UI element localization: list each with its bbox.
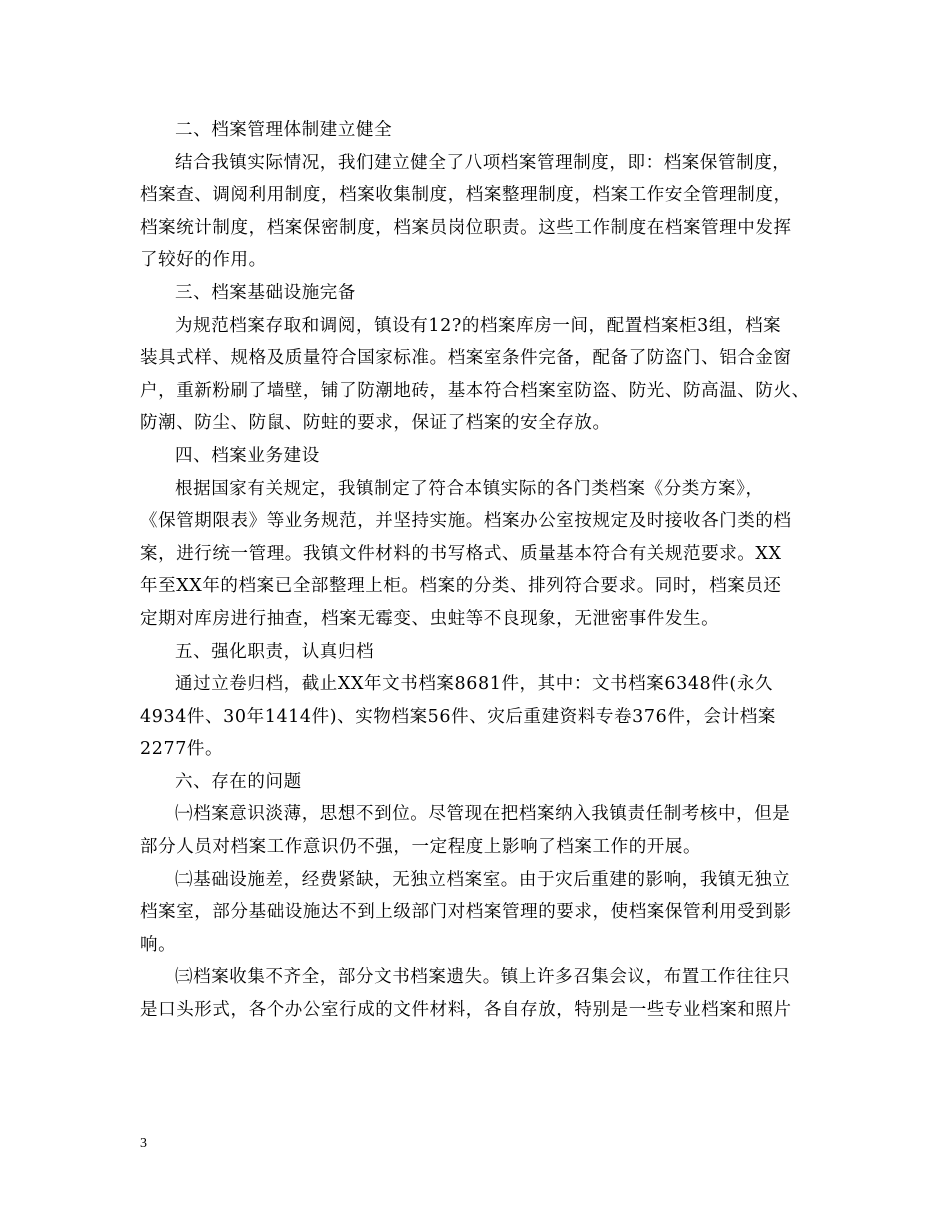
paragraph-first-line: 五、强化职责，认真归档: [175, 641, 375, 662]
paragraph-line: 部分人员对档案工作意识仍不强，一定程度上影响了档案工作的开展。: [140, 837, 702, 858]
paragraph-first-line: 四、档案业务建设: [175, 445, 320, 466]
page-number: 3: [140, 1136, 147, 1151]
paragraph-line: 档案查、调阅利用制度，档案收集制度，档案整理制度，档案工作安全管理制度，: [140, 185, 792, 206]
paragraph-line: 响。: [140, 934, 177, 955]
paragraph-line: 档案室，部分基础设施达不到上级部门对档案管理的要求，使档案保管利用受到影: [140, 902, 792, 923]
document-body: [140, 114, 825, 1027]
paragraph-line: 了较好的作用。: [140, 250, 267, 271]
paragraph-line: 4934件、30年1414件)、实物档案56件、灾后重建资料专卷376件，会计档案: [140, 706, 776, 727]
paragraph-first-line: 根据国家有关规定，我镇制定了符合本镇实际的各门类档案《分类方案》，: [175, 478, 764, 499]
paragraph-line: 装具式样、规格及质量符合国家标准。档案室条件完备，配备了防盗门、铝合金窗: [140, 348, 792, 369]
paragraph-line: 案，进行统一管理。我镇文件材料的书写格式、质量基本符合有关规范要求。XX: [140, 543, 782, 564]
paragraph-line: 档案统计制度，档案保密制度，档案员岗位职责。这些工作制度在档案管理中发挥: [140, 217, 792, 238]
paragraph-first-line: 为规范档案存取和调阅，镇设有12?的档案库房一间，配置档案柜3组，档案: [175, 315, 782, 336]
paragraph-line: 2277件。: [140, 739, 224, 760]
paragraph-line: 是口头形式，各个办公室行成的文件材料，各自存放，特别是一些专业档案和照片: [140, 1000, 792, 1021]
paragraph-first-line: ㈡基础设施差，经费紧缺，无独立档案室。由于灾后重建的影响，我镇无独立: [175, 869, 791, 890]
paragraph-first-line: 二、档案管理体制建立健全: [175, 120, 393, 140]
paragraph-first-line: ㈢档案收集不齐全，部分文书档案遗失。镇上许多召集会议，布置工作往往只: [175, 967, 791, 988]
paragraph-first-line: ㈠档案意识淡薄，思想不到位。尽管现在把档案纳入我镇责任制考核中，但是: [175, 804, 791, 825]
paragraph-first-line: 结合我镇实际情况，我们建立健全了八项档案管理制度，即：档案保管制度，: [175, 152, 791, 173]
paragraph-first-line: 六、存在的问题: [175, 771, 302, 792]
paragraph-line: 户，重新粉刷了墙壁，铺了防潮地砖，基本符合档案室防盗、防光、防高温、防火、: [140, 380, 810, 401]
paragraph-line: 防潮、防尘、防鼠、防蛀的要求，保证了档案的安全存放。: [140, 413, 611, 434]
paragraph-line: 年至XX年的档案已全部整理上柜。档案的分类、排列符合要求。同时，档案员还: [140, 576, 782, 597]
paragraph-line: 《保管期限表》等业务规范，并坚持实施。档案办公室按规定及时接收各门类的档: [140, 511, 792, 532]
paragraph-line: 定期对库房进行抽查，档案无霉变、虫蛀等不良现象，无泄密事件发生。: [140, 608, 720, 629]
paragraph-first-line: 三、档案基础设施完备: [175, 282, 356, 303]
paragraph-first-line: 通过立卷归档，截止XX年文书档案8681件，其中：文书档案6348件(永久: [175, 674, 774, 695]
